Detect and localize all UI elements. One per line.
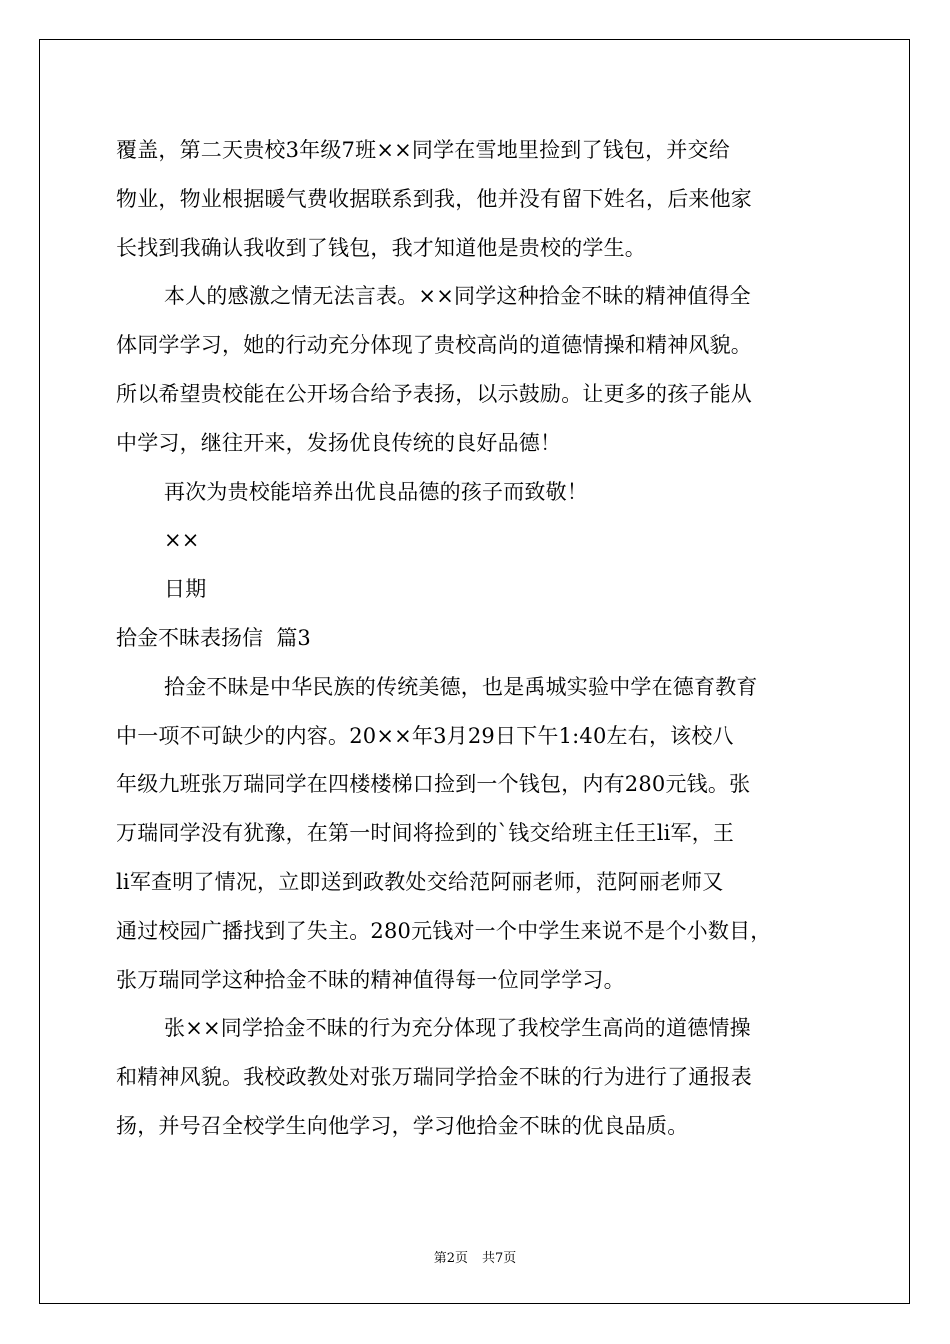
text-line: 通过校园广播找到了失主。280元钱对一个中学生来说不是个小数目， [116, 918, 772, 943]
page-number: 第2页 [433, 1251, 468, 1266]
text-line: 和精神风貌。我校政教处对张万瑞同学拾金不昧的行为进行了通报表 [116, 1065, 752, 1090]
text-line: 张××同学拾金不昧的行为充分体现了我校学生高尚的道德情操 [164, 1016, 751, 1041]
text-line: 所以希望贵校能在公开场合给予表扬，以示鼓励。让更多的孩子能从 [116, 381, 752, 406]
text-line: 年级九班张万瑞同学在四楼楼梯口捡到一个钱包，内有280元钱。张 [116, 772, 751, 797]
text-line: 中学习，继往开来，发扬优良传统的良好品德！ [116, 430, 562, 455]
signature: ×× [164, 528, 200, 553]
page-footer [0, 1247, 950, 1266]
text-line: 本人的感激之情无法言表。××同学这种拾金不昧的精神值得全 [164, 284, 751, 309]
text-line: 张万瑞同学这种拾金不昧的精神值得每一位同学学习。 [116, 967, 625, 992]
text-line: 体同学学习，她的行动充分体现了贵校高尚的道德情操和精神风貌。 [116, 333, 752, 358]
section-heading: 拾金不昧表扬信 篇3 [116, 625, 311, 650]
text-line: 长找到我确认我收到了钱包，我才知道他是贵校的学生。 [116, 235, 646, 260]
text-line: li军查明了情况，立即送到政教处交给范阿丽老师，范阿丽老师又 [116, 869, 724, 894]
text-line: 覆盖，第二天贵校3年级7班××同学在雪地里捡到了钱包，并交给 [116, 138, 730, 162]
document-body [116, 126, 856, 1151]
text-line: 再次为贵校能培养出优良品德的孩子而致敬！ [164, 479, 588, 504]
page-total: 共7页 [482, 1251, 517, 1266]
text-line: 拾金不昧是中华民族的传统美德，也是禹城实验中学在德育教育 [164, 674, 758, 699]
text-line: 物业，物业根据暖气费收据联系到我，他并没有留下姓名，后来他家 [116, 186, 752, 211]
text-line: 中一项不可缺少的内容。20××年3月29日下午1:40左右，该校八 [116, 723, 734, 748]
date-label: 日期 [164, 577, 207, 602]
text-line: 万瑞同学没有犹豫，在第一时间将捡到的`钱交给班主任王li军，王 [116, 821, 735, 846]
text-line: 扬，并号召全校学生向他学习，学习他拾金不昧的优良品质。 [116, 1113, 689, 1138]
